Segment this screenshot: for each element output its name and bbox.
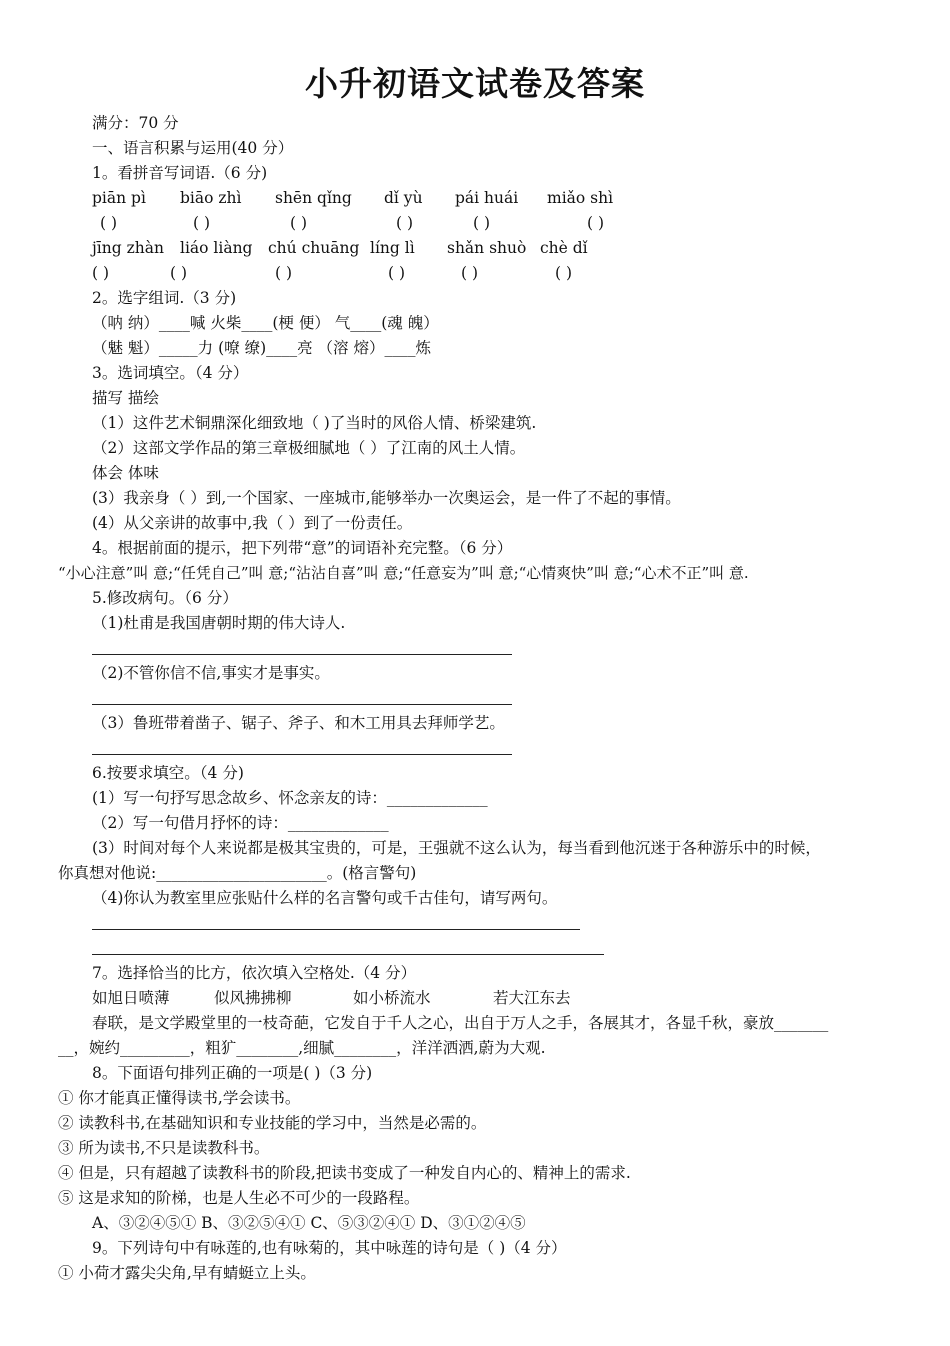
- pinyin: líng lì: [370, 239, 415, 257]
- list-item: ① 你才能真正懂得读书,学会读书。: [58, 1089, 301, 1107]
- pinyin: liáo liàng: [180, 239, 253, 257]
- list-item: ⑤ 这是求知的阶梯，也是人生必不可少的一段路程。: [58, 1189, 420, 1207]
- answer-blank[interactable]: ( ): [587, 214, 605, 232]
- question-line: （1）这件艺术铜鼎深化细致地（ )了当时的风俗人情、桥梁建筑.: [92, 414, 537, 432]
- pinyin: shēn qǐng: [275, 189, 352, 207]
- section-heading: 一、语言积累与运用(40 分）: [92, 139, 294, 157]
- simile-option: 如旭日喷薄: [92, 989, 170, 1007]
- list-item: ② 读教科书,在基础知识和专业技能的学习中，当然是必需的。: [58, 1114, 487, 1132]
- question-3-prompt: 3。选词填空。（4 分）: [92, 364, 249, 382]
- question-line: （魅 魁）_____力 (嘹 缭)____亮 （溶 熔）____炼: [92, 339, 431, 357]
- list-item: ① 小荷才露尖尖角,早有蜻蜓立上头。: [58, 1264, 316, 1282]
- pinyin: chè dǐ: [540, 239, 588, 257]
- answer-blank[interactable]: ( ): [555, 264, 573, 282]
- question-line: （1)杜甫是我国唐朝时期的伟大诗人.: [92, 614, 346, 632]
- question-7-prompt: 7。选择恰当的比方，依次填入空格处.（4 分）: [92, 964, 417, 982]
- answer-line[interactable]: [92, 929, 580, 930]
- answer-blank[interactable]: ( ): [473, 214, 491, 232]
- question-line: （2）这部文学作品的第三章极细腻地（ ）了江南的风土人情。: [92, 439, 526, 457]
- question-line: （2)不管你信不信,事实才是事实。: [92, 664, 330, 682]
- question-2-prompt: 2。选字组词.（3 分): [92, 289, 237, 307]
- answer-line[interactable]: [92, 754, 512, 755]
- list-item: ③ 所为读书,不只是读教科书。: [58, 1139, 270, 1157]
- answer-blank[interactable]: ( ): [92, 264, 110, 282]
- question-line: （4)你认为教室里应张贴什么样的名言警句或千古佳句，请写两句。: [92, 889, 558, 907]
- question-line: “小心注意”叫 意;“任凭自己”叫 意;“沾沾自喜”叫 意;“任意妄为”叫 意;“心情爽快”叫 意;“心术不正”叫 意.: [58, 564, 749, 582]
- answer-blank[interactable]: ( ): [193, 214, 211, 232]
- question-line: （呐 纳）____喊 火柴____(梗 便） 气____(魂 魄）: [92, 314, 439, 332]
- pinyin: biāo zhì: [180, 189, 242, 207]
- pinyin: chú chuāng: [268, 239, 360, 257]
- question-line: （3）鲁班带着凿子、锯子、斧子、和木工用具去拜师学艺。: [92, 714, 505, 732]
- question-line: (4）从父亲讲的故事中,我（ ）到了一份责任。: [92, 514, 413, 532]
- paragraph-line: __，婉约_________，粗犷________,细腻________，洋洋洒洒,蔚为大观.: [58, 1039, 546, 1057]
- question-4-prompt: 4。根据前面的提示，把下列带“意”的词语补充完整。（6 分）: [92, 539, 513, 557]
- answer-blank[interactable]: ( ): [290, 214, 308, 232]
- question-1-prompt: 1。看拼音写词语.（6 分): [92, 164, 268, 182]
- question-line: (1）写一句抒写思念故乡、怀念亲友的诗：_____________: [92, 789, 488, 807]
- simile-option: 如小桥流水: [353, 989, 431, 1007]
- word-choices: 描写 描绘: [92, 389, 159, 407]
- question-8-prompt: 8。下面语句排列正确的一项是( )（3 分): [92, 1064, 373, 1082]
- answer-line[interactable]: [92, 654, 512, 655]
- paragraph-line: 春联，是文学殿堂里的一枝奇葩，它发自于千人之心，出自于万人之手，各展其才，各显千秋，豪放_______: [92, 1014, 829, 1032]
- answer-line[interactable]: [92, 704, 512, 705]
- simile-option: 若大江东去: [493, 989, 571, 1007]
- answer-blank[interactable]: ( ): [461, 264, 479, 282]
- pinyin: pái huái: [455, 189, 519, 207]
- pinyin: dǐ yù: [384, 189, 423, 207]
- answer-blank[interactable]: ( ): [170, 264, 188, 282]
- pinyin: shǎn shuò: [447, 239, 527, 257]
- pinyin: piān pì: [92, 189, 146, 207]
- word-choices: 体会 体味: [92, 464, 159, 482]
- pinyin: jīng zhàn: [92, 239, 164, 257]
- question-line: 你真想对他说:______________________。(格言警句): [58, 864, 417, 882]
- full-score: 满分：70 分: [92, 114, 179, 132]
- simile-option: 似风拂拂柳: [214, 989, 292, 1007]
- page-title: 小升初语文试卷及答案: [305, 64, 645, 103]
- list-item: ④ 但是，只有超越了读教科书的阶段,把读书变成了一种发自内心的、精神上的需求.: [58, 1164, 631, 1182]
- question-line: (3）时间对每个人来说都是极其宝贵的，可是，王强就不这么认为，每当看到他沉迷于各种游乐中的时候，: [92, 839, 821, 857]
- answer-blank[interactable]: ( ): [275, 264, 293, 282]
- question-5-prompt: 5.修改病句。（6 分）: [92, 589, 238, 607]
- answer-blank[interactable]: ( ): [396, 214, 414, 232]
- question-6-prompt: 6.按要求填空。（4 分): [92, 764, 244, 782]
- question-line: （2）写一句借月抒怀的诗：_____________: [92, 814, 389, 832]
- question-9-prompt: 9。下列诗句中有咏莲的,也有咏菊的，其中咏莲的诗句是（ )（4 分）: [92, 1239, 567, 1257]
- pinyin: miǎo shì: [547, 189, 614, 207]
- answer-blank[interactable]: ( ): [388, 264, 406, 282]
- question-line: (3）我亲身（ ）到,一个国家、一座城市,能够举办一次奥运会，是一件了不起的事情。: [92, 489, 681, 507]
- answer-blank[interactable]: ( ): [100, 214, 118, 232]
- answer-choices: A、③②④⑤① B、③②⑤④① C、⑤③②④① D、③①②④⑤: [92, 1214, 526, 1232]
- answer-line[interactable]: [92, 954, 604, 955]
